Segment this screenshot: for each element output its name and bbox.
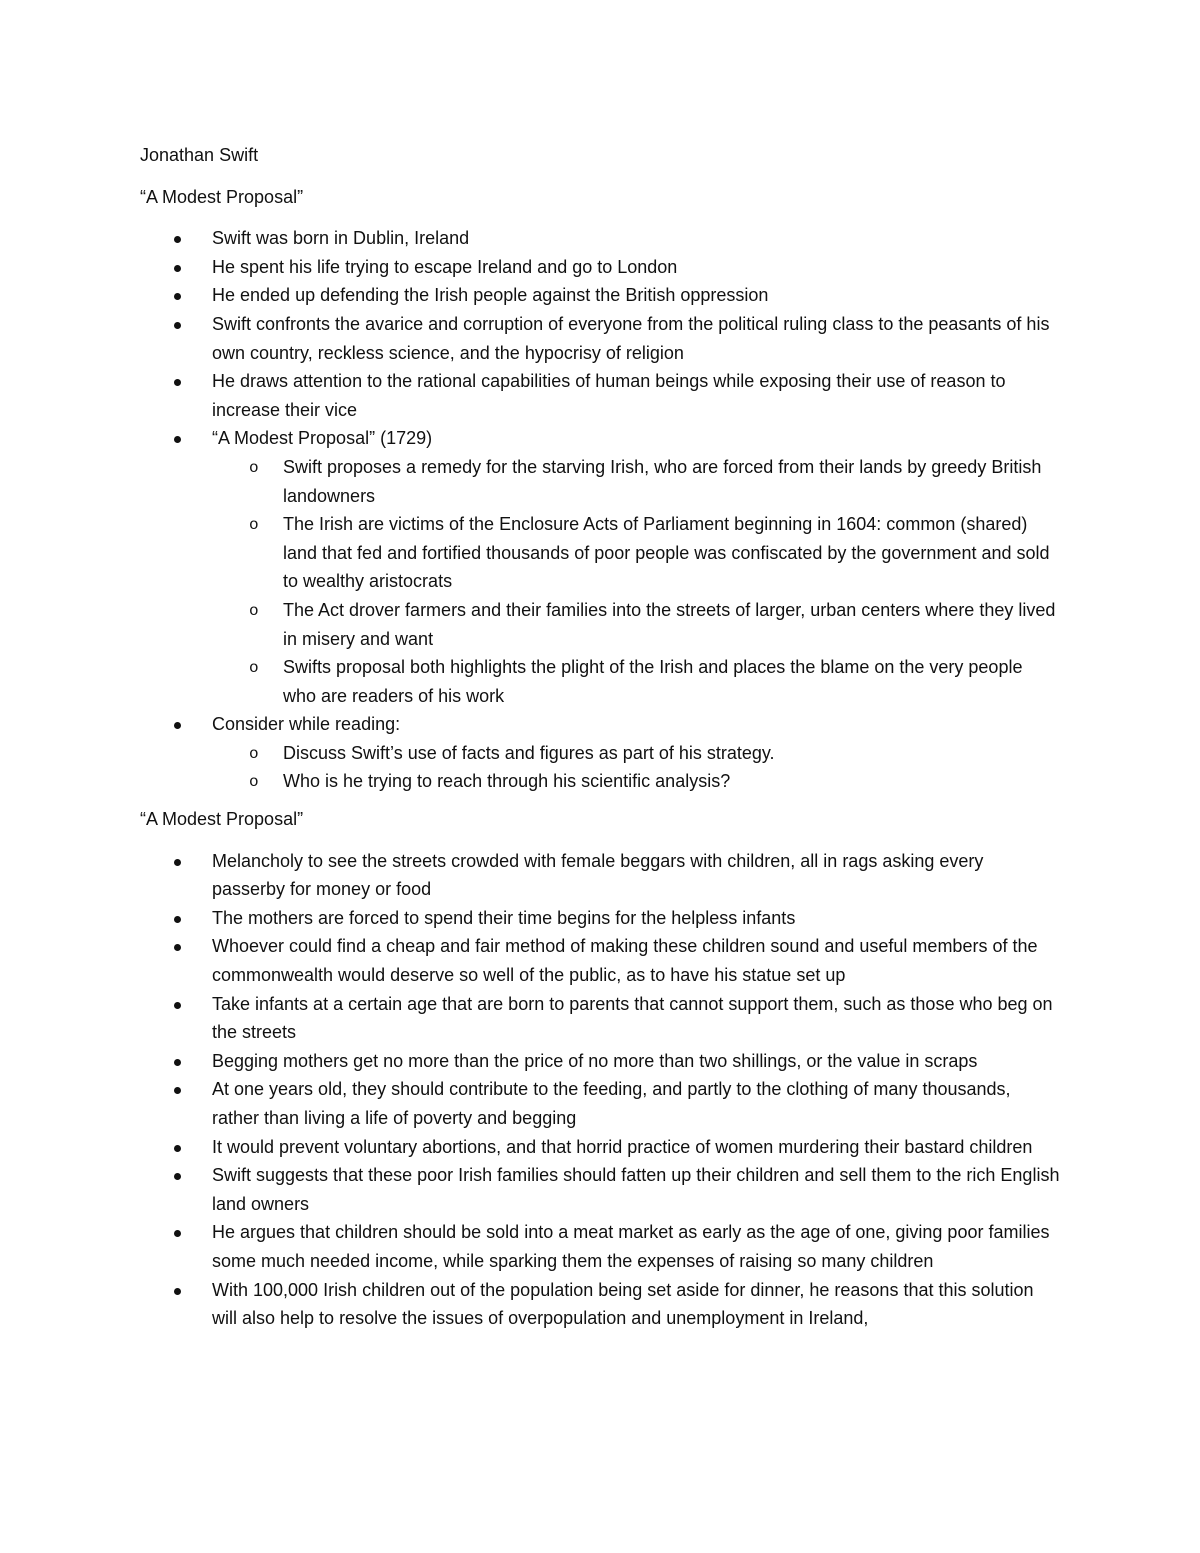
list-item: Whoever could find a cheap and fair method of making these children sound and useful members of the commonwealth would deserve so well of the public, as to have his statue set up: [140, 932, 1060, 989]
bullet-icon: [174, 236, 181, 243]
section1-list: [140, 224, 1060, 796]
bullet-icon: [174, 265, 181, 272]
sublist-item: o Swifts proposal both highlights the plight of the Irish and places the blame on the very people who are readers of his work: [212, 653, 1060, 710]
list-item: Swift was born in Dublin, Ireland: [140, 224, 1060, 253]
bullet-icon: [174, 944, 181, 951]
bullet-icon: [174, 322, 181, 329]
bullet-icon: [174, 722, 181, 729]
list-item: With 100,000 Irish children out of the population being set aside for dinner, he reasons that this solution will also help to resolve the issues of overpopulation and unemployment in Ireland,: [140, 1276, 1060, 1333]
bullet-icon: [174, 436, 181, 443]
list-item: Swift confronts the avarice and corruption of everyone from the political ruling class to the peasants of his own country, reckless science, and the hypocrisy of religion: [140, 310, 1060, 367]
sublist: [212, 453, 1060, 710]
list-item: It would prevent voluntary abortions, and that horrid practice of women murdering their bastard children: [140, 1133, 1060, 1162]
sublist-item: o The Act drover farmers and their families into the streets of larger, urban centers where they lived in misery and want: [212, 596, 1060, 653]
sublist-item: o Who is he trying to reach through his scientific analysis?: [212, 767, 1060, 796]
document-page: [140, 141, 1060, 1333]
bullet-icon: [174, 1288, 181, 1295]
bullet-icon: [174, 859, 181, 866]
list-item: Begging mothers get no more than the price of no more than two shillings, or the value in scraps: [140, 1047, 1060, 1076]
list-item: “A Modest Proposal” (1729) o Swift proposes a remedy for the starving Irish, who are forced from their lands by greedy British landowners o The Irish are victims of the Enclosure Acts of Parliament beginning in 1604: common (shared) land that fed and fortified thousands of poor people was confiscated by the government and sold to wealthy aristocrats o The Act drover farmers and their families into the streets of larger, urban centers where they lived in misery and want o Swifts proposal both highlights the plight of the Irish and places the blame on the very people who are readers of his work: [140, 424, 1060, 710]
bullet-icon: [174, 1145, 181, 1152]
section2-list: [140, 847, 1060, 1333]
bullet-icon: [174, 1059, 181, 1066]
sublist-item: o The Irish are victims of the Enclosure Acts of Parliament beginning in 1604: common (shared) land that fed and fortified thousands of poor people was confiscated by the government and sold to wealthy aristocrats: [212, 510, 1060, 596]
circle-bullet-icon: o: [249, 744, 259, 763]
bullet-icon: [174, 916, 181, 923]
circle-bullet-icon: o: [249, 516, 259, 535]
section2-title: “A Modest Proposal”: [140, 809, 304, 830]
list-item: The mothers are forced to spend their time begins for the helpless infants: [140, 904, 1060, 933]
circle-bullet-icon: o: [249, 601, 259, 620]
circle-bullet-icon: o: [249, 659, 259, 678]
bullet-icon: [174, 293, 181, 300]
bullet-icon: [174, 1173, 181, 1180]
bullet-icon: [174, 1002, 181, 1009]
bullet-icon: [174, 1087, 181, 1094]
list-item: Swift suggests that these poor Irish families should fatten up their children and sell them to the rich English land owners: [140, 1161, 1060, 1218]
list-item: He draws attention to the rational capabilities of human beings while exposing their use of reason to increase their vice: [140, 367, 1060, 424]
title-heading: “A Modest Proposal”: [140, 186, 304, 207]
bullet-icon: [174, 379, 181, 386]
list-item: Melancholy to see the streets crowded with female beggars with children, all in rags asking every passerby for money or food: [140, 847, 1060, 904]
sublist: [212, 739, 1060, 796]
list-item: He argues that children should be sold into a meat market as early as the age of one, giving poor families some much needed income, while sparking them the expenses of raising so many children: [140, 1218, 1060, 1275]
list-item: Consider while reading: o Discuss Swift’s use of facts and figures as part of his strategy. o Who is he trying to reach through his scientific analysis?: [140, 710, 1060, 796]
list-item: He spent his life trying to escape Ireland and go to London: [140, 253, 1060, 282]
list-item: At one years old, they should contribute to the feeding, and partly to the clothing of many thousands, rather than living a life of poverty and begging: [140, 1075, 1060, 1132]
sublist-item: o Swift proposes a remedy for the starving Irish, who are forced from their lands by greedy British landowners: [212, 453, 1060, 510]
list-item: He ended up defending the Irish people against the British oppression: [140, 281, 1060, 310]
bullet-icon: [174, 1230, 181, 1237]
circle-bullet-icon: o: [249, 773, 259, 792]
circle-bullet-icon: o: [249, 458, 259, 477]
sublist-item: o Discuss Swift’s use of facts and figures as part of his strategy.: [212, 739, 1060, 768]
author-heading: Jonathan Swift: [140, 145, 259, 165]
list-item: Take infants at a certain age that are born to parents that cannot support them, such as those who beg on the streets: [140, 990, 1060, 1047]
